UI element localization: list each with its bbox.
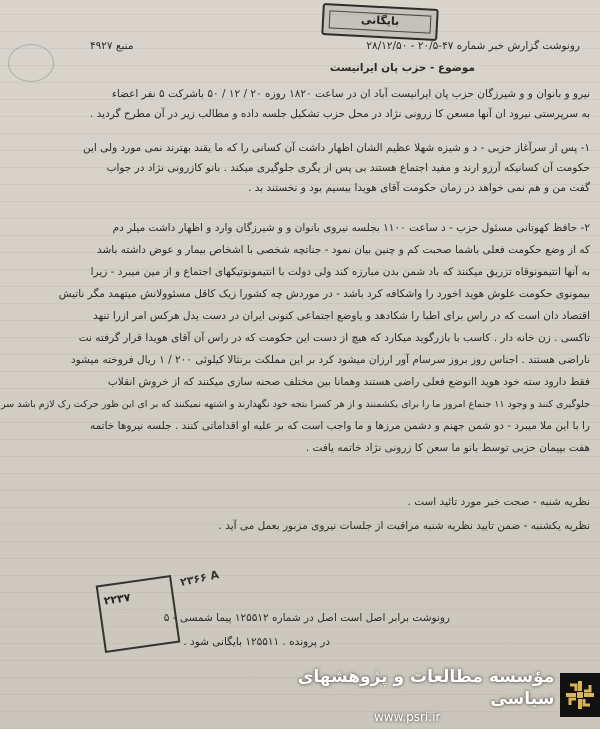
body-line: ۱- پس از سرآغاز حزبی - د و شیزه شهلا عظیم الشان اظهار داشت آن کسانی را که ما یقند بهترند نمی مورد ولی این <box>82 142 590 154</box>
body-line: تاکسی . زن خانه دار . کاسب با بازرگوید میکارد که هیچ از دست این حکومت که در راس آن آقای هویدا قرار گرفته نت <box>78 332 590 344</box>
handwritten-number: ۲۳۶۶ A <box>179 568 221 589</box>
body-line: هفت بپیمان حزبی توسط بانو ما سعن کا زرونی نژاد خاتمه یافت . <box>305 442 590 454</box>
opinion-sunday: نظریه یکشنبه - ضمن تایید نظریه شنبه مراقبت از جلسات نیروی مزبور بعمل می آید . <box>218 520 590 532</box>
faded-circle-mark <box>8 44 54 82</box>
body-line: ناراضی هستند . اجناس روز بروز سرسام آور ارزان میشود کرد بر این مملکت برنثالا کیلوئی ۲۰۰ / ۱ ریال فروخته میشود <box>70 354 590 366</box>
body-line: حکومت آن کسانیکه آرزو ارند و مفید اجتماع هستند بی پس از یگری جلوگیری میکند . بانو کازرونی نژاد در جواب <box>106 162 590 174</box>
report-source: منبع ۴۹۲۷ <box>90 40 134 52</box>
body-line: ۲- حافظ کهوتانی مسئول حزب - د ساعت ۱۱۰۰ بجلسه نیروی بانوان و و شیرزگان وارد و اظهار داشت میلر دم <box>112 222 590 234</box>
archive-stamp-top: بایگانی <box>321 3 439 41</box>
watermark-title: مؤسسه مطالعات و پژوهشهای سیاسی <box>297 667 555 709</box>
opinion-saturday: نظریه شنبه - صحت خبر مورد تائید است . <box>407 496 590 508</box>
body-line: نیرو و بانوان و و شیرزگان حزب پان ایرانیست آباد ان در ساعت ۱۸۲۰ روزه ۲۰ / ۱۲ / ۵۰ باشرکت ۵ نفر اعضاء <box>111 88 590 100</box>
body-line: را با این ملا میبرد - دو شمن جهنم و دشمن مرزها و ما واجب است که بر علیه او اقداماتی کنند . جلسه نیروها خاتمه <box>89 420 590 432</box>
body-line: گفت من و هم نمی خواهد در زمان حکومت آقای هویدا بیسیم بود و نخستند بد . <box>248 182 590 194</box>
report-subject: موضوع - حزب پان ایرانیست <box>329 62 475 74</box>
body-line: فقط دارود سته خود هوید اانوضع فعلی راضی هستند وهمانا بین مختلف صحنه سازی میکنند که از خروش انقلاب <box>107 376 590 388</box>
report-header: رونوشت گزارش خبر شماره ۴۷-۲۰/۵ - ۲۸/۱۲/۵۰ <box>366 40 580 52</box>
registry-stamp: ۲۲۳۷ <box>96 575 181 653</box>
body-line: به سرپرستی نیرود ان آنها مسعن کا زرونی نژاد در محل حزب تشکیل جلسه داده و مطالب زیر در آن مطرح گردید . <box>89 108 590 120</box>
body-line: که از وضع حکومت فعلی باشما صحبت کم و چنین بیان نمود - جناتچه شخصی با اشخاص بیمار و عوض داشته باشد <box>97 244 590 256</box>
body-line: بیمونوی حکومت علوش هوید اخورد را واشکافه کرد باشد - در موردش چه کشورا زیک کاقل مسئوولانش میتهمد مگر ناتیش <box>58 288 590 300</box>
body-line: به آنها انتیمونوقاه تزریق میکنند که باد شمن بدن مبارزه کند ولی دولت با انتیمونوتیکهای اجتماع و از مین میبرد - زیرا <box>90 266 590 278</box>
watermark-url: www.psri.ir <box>373 710 441 724</box>
body-line: اقتصاد دان است که در راس برای اطبا را شکادهد و یاوضع اجتماعی کنونی ایران در دست یدل هرکس امر ازرا تنهد <box>93 310 590 322</box>
body-line: جلوگیری کنند و وجود ۱۱ جتماع امروز ما را برای یکشمنند و از هر کسرا بتجه خود نگهدارند و اشتهه نمیکنند که بر ای این ظور حرکت رک لازم باشد سر <box>1 399 590 410</box>
copy-note: رونوشت برابر اصل است اصل در شماره ۱۲۵۵۱۲ پیما شمسی - ۵ <box>163 612 450 624</box>
psri-logo-icon <box>560 673 600 717</box>
psri-watermark <box>260 667 600 724</box>
archive-note: در پرونده . ۱۲۵۵۱۱ بایگانی شود . <box>183 636 330 648</box>
